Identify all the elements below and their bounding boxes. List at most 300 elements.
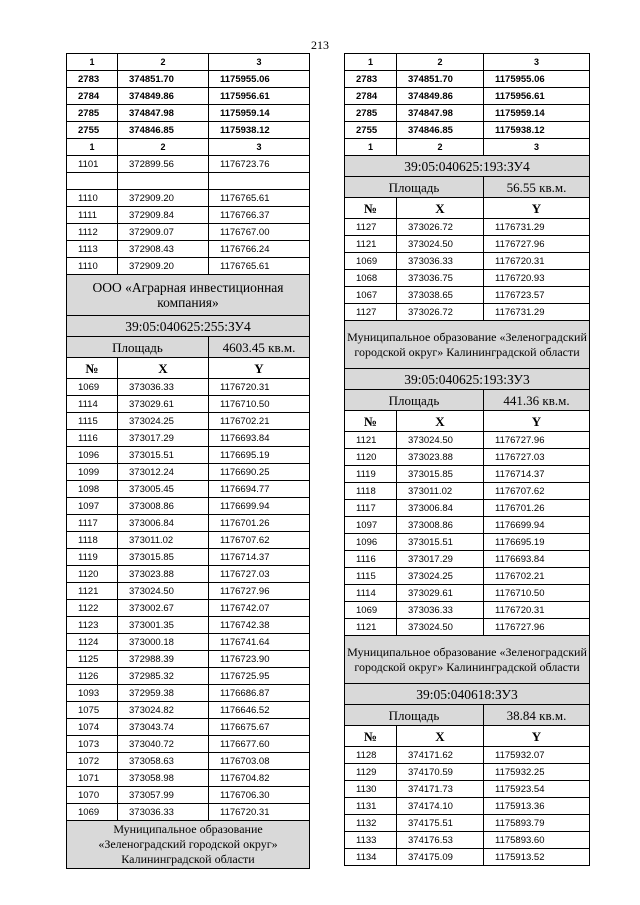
- coordinate-header-row: [345, 411, 590, 432]
- point-number-cell: 2784: [67, 88, 118, 105]
- point-number-cell: 1124: [67, 634, 118, 651]
- point-number-cell: 1128: [345, 747, 397, 764]
- y-coordinate-cell: 1176646.52: [209, 702, 310, 719]
- x-coordinate-cell: 373006.84: [118, 515, 209, 532]
- x-coordinate-cell: 373024.50: [118, 583, 209, 600]
- parcel-number-row: [345, 369, 590, 390]
- y-coordinate-cell: 1175932.25: [484, 764, 590, 781]
- point-number-cell: 1130: [345, 781, 397, 798]
- y-coordinate-cell: 1176702.21: [209, 413, 310, 430]
- x-coordinate-cell: 373011.02: [118, 532, 209, 549]
- table-row: [67, 515, 310, 532]
- y-coordinate-cell: 1176694.77: [209, 481, 310, 498]
- y-coordinate-cell: 1176699.94: [484, 517, 590, 534]
- area-row: [67, 337, 310, 358]
- table-row: [67, 396, 310, 413]
- table-row: [67, 736, 310, 753]
- x-coordinate-cell: 373015.51: [397, 534, 484, 551]
- x-coordinate-cell: 372985.32: [118, 668, 209, 685]
- y-coordinate-cell: 1176701.26: [484, 500, 590, 517]
- owner-name: ООО «Аграрная инвестиционная компания»: [67, 275, 310, 316]
- parcel-number-row: [67, 316, 310, 337]
- y-coordinate-cell: 1176699.94: [209, 498, 310, 515]
- table-row: [67, 566, 310, 583]
- y-coordinate-cell: 1176695.19: [209, 447, 310, 464]
- x-coordinate-cell: 373008.86: [118, 498, 209, 515]
- table-row: [345, 517, 590, 534]
- x-coordinate-cell: 373001.35: [118, 617, 209, 634]
- point-number-cell: 2784: [345, 88, 397, 105]
- table-row: [67, 122, 310, 139]
- y-coordinate-cell: 1176701.26: [209, 515, 310, 532]
- y-column-header: Y: [484, 411, 590, 432]
- x-coordinate-cell: 373040.72: [118, 736, 209, 753]
- y-coordinate-cell: 1176693.84: [209, 430, 310, 447]
- y-coordinate-cell: 1176767.00: [209, 224, 310, 241]
- y-coordinate-cell: 1175956.61: [484, 88, 590, 105]
- x-coordinate-cell: 374170.59: [397, 764, 484, 781]
- table-row: [345, 551, 590, 568]
- point-number-cell: [67, 173, 118, 190]
- column-number-row: [67, 54, 310, 71]
- point-number-cell: 1101: [67, 156, 118, 173]
- point-number-cell: 1074: [67, 719, 118, 736]
- table-row: [67, 804, 310, 821]
- y-coordinate-cell: 1176720.31: [484, 253, 590, 270]
- table-row: [67, 258, 310, 275]
- table-row: [345, 105, 590, 122]
- x-column-header: X: [397, 726, 484, 747]
- x-coordinate-cell: 373029.61: [397, 585, 484, 602]
- y-coordinate-cell: 1176686.87: [209, 685, 310, 702]
- y-coordinate-cell: 1176723.90: [209, 651, 310, 668]
- table-row: [345, 534, 590, 551]
- table-row: [67, 498, 310, 515]
- x-coordinate-cell: 373036.75: [397, 270, 484, 287]
- parcel-number: 39:05:040625:193:ЗУ3: [345, 369, 590, 390]
- table-row: [67, 685, 310, 702]
- owner-name-row: [67, 275, 310, 316]
- table-row: [67, 668, 310, 685]
- area-row: [345, 705, 590, 726]
- table-row: [345, 236, 590, 253]
- x-coordinate-cell: 374175.51: [397, 815, 484, 832]
- x-coordinate-cell: 373036.33: [397, 602, 484, 619]
- point-number-cell: 1120: [67, 566, 118, 583]
- x-coordinate-cell: 373024.25: [118, 413, 209, 430]
- area-label: Площадь: [345, 705, 484, 726]
- area-value: 4603.45 кв.м.: [209, 337, 310, 358]
- table-row: [345, 270, 590, 287]
- x-coordinate-cell: 373002.67: [118, 600, 209, 617]
- column-number-cell: 3: [209, 139, 310, 156]
- y-coordinate-cell: 1176766.24: [209, 241, 310, 258]
- y-coordinate-cell: 1176731.29: [484, 304, 590, 321]
- y-coordinate-cell: 1175938.12: [209, 122, 310, 139]
- y-coordinate-cell: 1176766.37: [209, 207, 310, 224]
- x-coordinate-cell: 372959.38: [118, 685, 209, 702]
- x-coordinate-cell: 374171.73: [397, 781, 484, 798]
- area-value: 441.36 кв.м.: [484, 390, 590, 411]
- y-coordinate-cell: 1175955.06: [484, 71, 590, 88]
- y-coordinate-cell: 1176720.31: [484, 602, 590, 619]
- owner-name-row: [67, 821, 310, 869]
- x-coordinate-cell: 373015.51: [118, 447, 209, 464]
- table-row: [345, 432, 590, 449]
- y-coordinate-cell: 1175959.14: [209, 105, 310, 122]
- column-number-row: [345, 139, 590, 156]
- x-coordinate-cell: 374851.70: [118, 71, 209, 88]
- area-label: Площадь: [345, 177, 484, 198]
- y-coordinate-cell: 1176741.64: [209, 634, 310, 651]
- x-coordinate-cell: 373008.86: [397, 517, 484, 534]
- point-number-cell: 1118: [67, 532, 118, 549]
- point-number-cell: 1075: [67, 702, 118, 719]
- owner-name-row: [345, 321, 590, 369]
- point-number-cell: 1071: [67, 770, 118, 787]
- owner-name: Муниципальное образование «Зеленоградский городской округ» Калининградской области: [345, 636, 590, 684]
- parcel-number-row: [345, 684, 590, 705]
- point-number-cell: 1072: [67, 753, 118, 770]
- column-number-row: [67, 139, 310, 156]
- table-row: [67, 190, 310, 207]
- table-row: [67, 379, 310, 396]
- x-coordinate-cell: 373011.02: [397, 483, 484, 500]
- point-number-cell: 1117: [345, 500, 397, 517]
- x-coordinate-cell: 373043.74: [118, 719, 209, 736]
- y-coordinate-cell: 1176723.57: [484, 287, 590, 304]
- point-number-cell: 1119: [67, 549, 118, 566]
- y-coordinate-cell: 1175938.12: [484, 122, 590, 139]
- x-coordinate-cell: 373006.84: [397, 500, 484, 517]
- y-coordinate-cell: 1175959.14: [484, 105, 590, 122]
- y-coordinate-cell: [209, 173, 310, 190]
- point-number-cell: 1097: [345, 517, 397, 534]
- table-row: [345, 500, 590, 517]
- point-number-cell: 1115: [345, 568, 397, 585]
- x-coordinate-cell: 373023.88: [118, 566, 209, 583]
- y-coordinate-cell: 1176731.29: [484, 219, 590, 236]
- y-coordinate-cell: 1176702.21: [484, 568, 590, 585]
- y-coordinate-cell: 1176690.25: [209, 464, 310, 481]
- y-coordinate-cell: 1176723.76: [209, 156, 310, 173]
- parcel-number-row: [345, 156, 590, 177]
- x-coordinate-cell: 374171.62: [397, 747, 484, 764]
- column-number-cell: 3: [484, 54, 590, 71]
- table-row: [345, 466, 590, 483]
- x-coordinate-cell: 373057.99: [118, 787, 209, 804]
- y-coordinate-cell: 1175955.06: [209, 71, 310, 88]
- right-coordinates-table: [344, 53, 590, 866]
- table-row: [67, 413, 310, 430]
- point-number-cell: 1096: [67, 447, 118, 464]
- table-row: [345, 815, 590, 832]
- table-row: [67, 770, 310, 787]
- point-number-cell: 1097: [67, 498, 118, 515]
- y-coordinate-cell: 1176677.60: [209, 736, 310, 753]
- point-number-cell: 1113: [67, 241, 118, 258]
- x-column-header: X: [397, 198, 484, 219]
- point-number-cell: 1099: [67, 464, 118, 481]
- x-coordinate-cell: 373015.85: [118, 549, 209, 566]
- table-row: [67, 464, 310, 481]
- x-coordinate-cell: 374176.53: [397, 832, 484, 849]
- point-number-cell: 2755: [67, 122, 118, 139]
- point-number-cell: 1134: [345, 849, 397, 866]
- coordinate-header-row: [67, 358, 310, 379]
- table-row: [67, 447, 310, 464]
- point-number-cell: 1127: [345, 219, 397, 236]
- x-coordinate-cell: 373026.72: [397, 304, 484, 321]
- table-row: [345, 747, 590, 764]
- point-number-cell: 1110: [67, 190, 118, 207]
- x-coordinate-cell: 373024.50: [397, 236, 484, 253]
- column-number-cell: 1: [67, 139, 118, 156]
- table-row: [67, 583, 310, 600]
- owner-name: Муниципальное образование «Зеленоградский городской округ» Калининградской области: [345, 321, 590, 369]
- point-number-cell: 1127: [345, 304, 397, 321]
- y-coordinate-cell: 1176727.96: [209, 583, 310, 600]
- column-number-cell: 1: [67, 54, 118, 71]
- y-coordinate-cell: 1176693.84: [484, 551, 590, 568]
- parcel-number: 39:05:040625:255:ЗУ4: [67, 316, 310, 337]
- x-coordinate-cell: 373058.63: [118, 753, 209, 770]
- point-number-cell: 2783: [345, 71, 397, 88]
- x-coordinate-cell: 374847.98: [397, 105, 484, 122]
- x-coordinate-cell: 373038.65: [397, 287, 484, 304]
- y-coordinate-cell: 1176707.62: [484, 483, 590, 500]
- x-coordinate-cell: 374851.70: [397, 71, 484, 88]
- parcel-number: 39:05:040625:193:ЗУ4: [345, 156, 590, 177]
- point-number-cell: 1073: [67, 736, 118, 753]
- x-coordinate-cell: 373005.45: [118, 481, 209, 498]
- area-value: 56.55 кв.м.: [484, 177, 590, 198]
- x-coordinate-cell: 373024.50: [397, 432, 484, 449]
- x-coordinate-cell: 373036.33: [118, 379, 209, 396]
- table-row: [67, 600, 310, 617]
- y-coordinate-cell: 1175893.79: [484, 815, 590, 832]
- y-coordinate-cell: 1176706.30: [209, 787, 310, 804]
- x-coordinate-cell: 373017.29: [397, 551, 484, 568]
- column-number-cell: 1: [345, 139, 397, 156]
- area-value: 38.84 кв.м.: [484, 705, 590, 726]
- x-coordinate-cell: 372909.20: [118, 190, 209, 207]
- x-column-header: X: [118, 358, 209, 379]
- point-number-cell: 1121: [345, 432, 397, 449]
- table-row: [345, 483, 590, 500]
- area-row: [345, 177, 590, 198]
- y-coordinate-cell: 1176742.07: [209, 600, 310, 617]
- table-row: [345, 849, 590, 866]
- point-number-cell: 1115: [67, 413, 118, 430]
- point-number-cell: 1132: [345, 815, 397, 832]
- x-coordinate-cell: 372899.56: [118, 156, 209, 173]
- left-coordinates-table: [66, 53, 310, 869]
- point-number-cell: 1069: [345, 253, 397, 270]
- table-row: [67, 651, 310, 668]
- point-number-cell: 1129: [345, 764, 397, 781]
- table-row: [345, 798, 590, 815]
- table-row: [67, 753, 310, 770]
- x-coordinate-cell: 374846.85: [118, 122, 209, 139]
- table-row: [67, 532, 310, 549]
- table-row: [345, 585, 590, 602]
- x-coordinate-cell: 373017.29: [118, 430, 209, 447]
- point-number-cell: 1121: [345, 236, 397, 253]
- x-coordinate-cell: 373024.50: [397, 619, 484, 636]
- point-number-cell: 1116: [67, 430, 118, 447]
- point-number-cell: 1125: [67, 651, 118, 668]
- table-row: [345, 304, 590, 321]
- table-row: [67, 702, 310, 719]
- y-coordinate-cell: 1176727.03: [209, 566, 310, 583]
- column-number-cell: 2: [118, 139, 209, 156]
- parcel-number: 39:05:040618:ЗУ3: [345, 684, 590, 705]
- coordinate-header-row: [345, 198, 590, 219]
- x-coordinate-cell: 374849.86: [118, 88, 209, 105]
- column-number-cell: 1: [345, 54, 397, 71]
- column-number-cell: 3: [484, 139, 590, 156]
- point-number-cell: 1119: [345, 466, 397, 483]
- point-number-cell: 1096: [345, 534, 397, 551]
- point-number-cell: 1121: [67, 583, 118, 600]
- y-coordinate-cell: 1176710.50: [209, 396, 310, 413]
- x-coordinate-cell: [118, 173, 209, 190]
- x-coordinate-cell: 374175.09: [397, 849, 484, 866]
- owner-name: Муниципальное образование «Зеленоградский городской округ» Калининградской области: [67, 821, 310, 869]
- y-column-header: Y: [484, 726, 590, 747]
- table-row: [345, 253, 590, 270]
- point-number-cell: 1126: [67, 668, 118, 685]
- point-number-cell: 1122: [67, 600, 118, 617]
- point-number-cell: 1117: [67, 515, 118, 532]
- x-coordinate-cell: 373036.33: [118, 804, 209, 821]
- x-coordinate-cell: 373000.18: [118, 634, 209, 651]
- point-number-cell: 2755: [345, 122, 397, 139]
- table-row: [345, 449, 590, 466]
- point-number-cell: 1093: [67, 685, 118, 702]
- y-coordinate-cell: 1176704.82: [209, 770, 310, 787]
- y-coordinate-cell: 1176727.96: [484, 236, 590, 253]
- table-row: [67, 481, 310, 498]
- table-row: [345, 71, 590, 88]
- point-number-cell: 1070: [67, 787, 118, 804]
- table-row: [67, 156, 310, 173]
- table-row: [67, 719, 310, 736]
- y-column-header: Y: [484, 198, 590, 219]
- table-row: [345, 781, 590, 798]
- table-row: [345, 219, 590, 236]
- x-coordinate-cell: 373015.85: [397, 466, 484, 483]
- column-number-row: [345, 54, 590, 71]
- point-number-cell: 1133: [345, 832, 397, 849]
- point-number-cell: 1123: [67, 617, 118, 634]
- x-coordinate-cell: 373036.33: [397, 253, 484, 270]
- point-number-cell: 2785: [345, 105, 397, 122]
- x-coordinate-cell: 373026.72: [397, 219, 484, 236]
- table-row: [345, 287, 590, 304]
- table-row: [345, 122, 590, 139]
- area-label: Площадь: [345, 390, 484, 411]
- column-number-cell: 3: [209, 54, 310, 71]
- y-coordinate-cell: 1175893.60: [484, 832, 590, 849]
- table-row: [67, 71, 310, 88]
- point-number-cell: 1069: [345, 602, 397, 619]
- point-number-cell: 1114: [67, 396, 118, 413]
- table-row: [345, 88, 590, 105]
- point-number-cell: 1068: [345, 270, 397, 287]
- number-column-header: №: [345, 411, 397, 432]
- number-column-header: №: [67, 358, 118, 379]
- y-coordinate-cell: 1175932.07: [484, 747, 590, 764]
- table-row: [345, 764, 590, 781]
- y-coordinate-cell: 1176742.38: [209, 617, 310, 634]
- point-number-cell: 1110: [67, 258, 118, 275]
- table-row: [67, 430, 310, 447]
- y-coordinate-cell: 1176707.62: [209, 532, 310, 549]
- table-row: [67, 207, 310, 224]
- y-coordinate-cell: 1176703.08: [209, 753, 310, 770]
- point-number-cell: 2785: [67, 105, 118, 122]
- area-row: [345, 390, 590, 411]
- x-coordinate-cell: 372909.07: [118, 224, 209, 241]
- point-number-cell: 1114: [345, 585, 397, 602]
- table-row: [345, 602, 590, 619]
- x-coordinate-cell: 372988.39: [118, 651, 209, 668]
- y-coordinate-cell: 1175913.52: [484, 849, 590, 866]
- x-coordinate-cell: 373012.24: [118, 464, 209, 481]
- point-number-cell: 1116: [345, 551, 397, 568]
- table-row: [67, 241, 310, 258]
- point-number-cell: 1118: [345, 483, 397, 500]
- x-coordinate-cell: 373029.61: [118, 396, 209, 413]
- y-coordinate-cell: 1176765.61: [209, 190, 310, 207]
- column-number-cell: 2: [397, 54, 484, 71]
- table-row: [345, 619, 590, 636]
- table-row: [67, 787, 310, 804]
- y-coordinate-cell: 1176675.67: [209, 719, 310, 736]
- y-coordinate-cell: 1176714.37: [484, 466, 590, 483]
- y-coordinate-cell: 1176725.95: [209, 668, 310, 685]
- y-coordinate-cell: 1176720.31: [209, 804, 310, 821]
- number-column-header: №: [345, 198, 397, 219]
- y-coordinate-cell: 1176727.96: [484, 619, 590, 636]
- point-number-cell: 1111: [67, 207, 118, 224]
- x-column-header: X: [397, 411, 484, 432]
- y-coordinate-cell: 1176720.31: [209, 379, 310, 396]
- y-coordinate-cell: 1175956.61: [209, 88, 310, 105]
- x-coordinate-cell: 373058.98: [118, 770, 209, 787]
- x-coordinate-cell: 372909.84: [118, 207, 209, 224]
- x-coordinate-cell: 374846.85: [397, 122, 484, 139]
- x-coordinate-cell: 374847.98: [118, 105, 209, 122]
- x-coordinate-cell: 373023.88: [397, 449, 484, 466]
- x-coordinate-cell: 372908.43: [118, 241, 209, 258]
- table-row: [345, 568, 590, 585]
- y-coordinate-cell: 1176765.61: [209, 258, 310, 275]
- y-column-header: Y: [209, 358, 310, 379]
- y-coordinate-cell: 1175913.36: [484, 798, 590, 815]
- table-row: [67, 105, 310, 122]
- y-coordinate-cell: 1175923.54: [484, 781, 590, 798]
- point-number-cell: 1131: [345, 798, 397, 815]
- owner-name-row: [345, 636, 590, 684]
- point-number-cell: 1098: [67, 481, 118, 498]
- table-row: [67, 224, 310, 241]
- column-number-cell: 2: [397, 139, 484, 156]
- table-row: [67, 617, 310, 634]
- y-coordinate-cell: 1176710.50: [484, 585, 590, 602]
